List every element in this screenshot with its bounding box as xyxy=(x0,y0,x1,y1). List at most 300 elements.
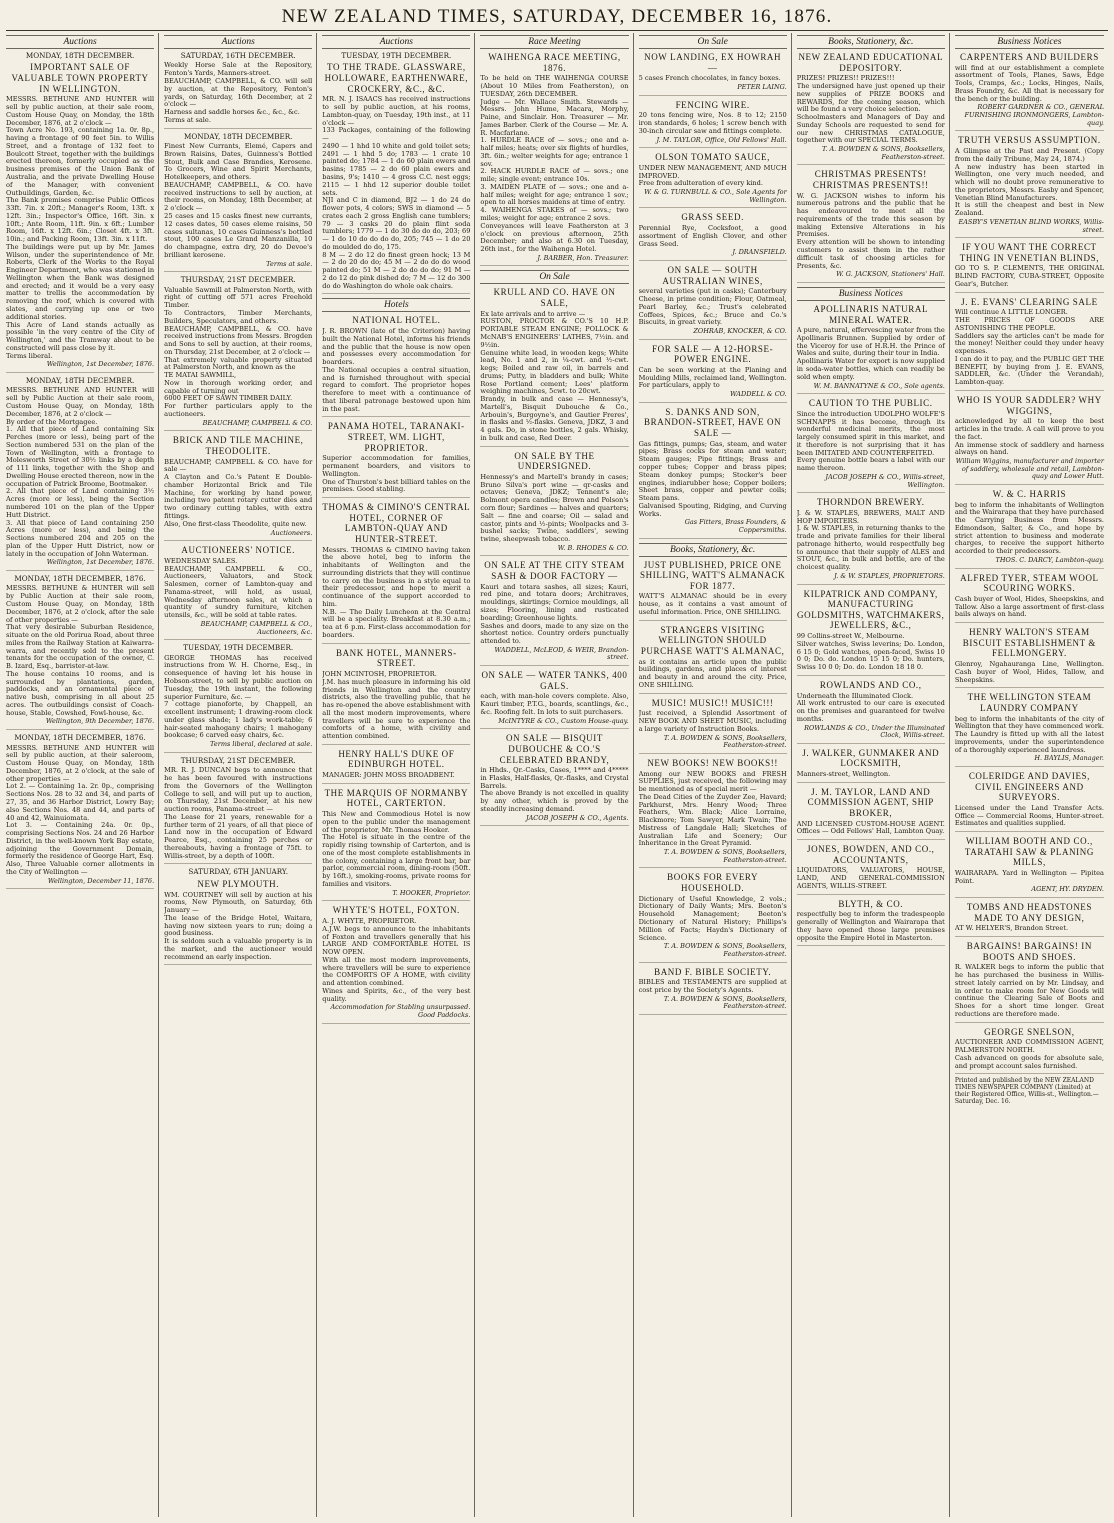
ad-paragraph: BEAUCHAMP, CAMPBELL & CO. have for sale — xyxy=(164,457,313,474)
ad-paragraph: Galvanised Spouting, Ridging, and Curving Works. xyxy=(638,501,787,518)
column-3 xyxy=(322,33,475,1517)
ad-paragraph: Kauri and totara sashes, all sizes; Kauri, red pine, and totara doors; Architraves, mouldings, skirtings; Cornice mouldings, all sizes; Flooring, lining and rusticated boarding; Greenhouse lights. xyxy=(480,582,629,622)
ad-paragraph: BEAUCHAMP, CAMPBELL, & CO. will sell by auction, at the Repository, Fenton's yards, on Saturday, 16th December, at 2 o'clock — xyxy=(164,77,313,109)
ad-paragraph: That very desirable Suburban Residence, situate on the old Porirua Road, about three miles from the Railway Station at Kaiwarra-warra, and recently sold to the present tenants for the occupation of the owner, C. B. Izard, Esq., barrister-at-law. xyxy=(6,623,155,671)
advertisement xyxy=(6,734,154,889)
ad-paragraph: GO TO S. P. CLEMENTS, THE ORIGINAL BLIND FACTORY, CUBA-STREET, Opposite Gear's, Butcher. xyxy=(954,264,1104,288)
advertisement xyxy=(955,902,1104,937)
ad-signature: W. G. JACKSON, Stationers' Hall. xyxy=(836,270,945,279)
ad-paragraph: UNDER NEW MANAGEMENT, AND MUCH IMPROVED. xyxy=(638,163,787,180)
ad-title: ROWLANDS AND CO., xyxy=(819,679,922,690)
ad-date: MONDAY, 18TH DECEMBER, 1876. xyxy=(14,573,146,583)
ad-paragraph: Lot 2. — Containing 1a. 2r. 0p., comprising Sections Nos. 28 to 32 and 34, and parts of 27, 35, and 36 Harbor District, Lowry Bay; also Sections Nos. 48 and 44, and parts of 40 and 42, Wainuiomata. xyxy=(6,782,155,822)
ad-title: W. & C. HARRIS xyxy=(992,489,1067,500)
ad-paragraph: A new industry has been started in Wellington, one very much needed, and which will no doubt prove remunerative to the proprietors, Messrs. Easby and Spencer, Venetian Blind Manufacturers. xyxy=(954,162,1104,202)
ad-paragraph: 3. MAIDEN PLATE of — sovs.; one and a-half miles; weight for age; entrance 1 sov.; open to all horses maidens at time of entry. xyxy=(480,182,629,207)
advertisement xyxy=(955,771,1104,832)
ad-signature: EASBY'S VENETIAN BLIND WORKS, Willis-street. xyxy=(958,217,1104,234)
advertisement xyxy=(6,575,154,730)
ad-title: IF YOU WANT THE CORRECT THING IN VENETIAN BLINDS, xyxy=(959,242,1100,263)
column-6 xyxy=(797,33,950,1517)
ad-title: OLSON TOMATO SAUCE, xyxy=(655,152,770,163)
ad-paragraph: GEORGE THOMAS has received instructions from W. H. Chorne, Esq., in consequence of having let his house in Hobson-street, to sell by public auction on Tuesday, the 19th instant, the following superior Furniture, &c. — xyxy=(164,653,313,701)
ad-paragraph: Hennessy's and Martell's brandy in cases; Bruno Silva's port wine — qr-casks and octaves; Geneva, JDKZ; Tennent's ale; Bolmont opera candles; Brown and Polson's corn flour; Sardines — halves and quarters; Salt — fine and coarse; Oil — salad and castor, pints and ½-pints; Woolpacks and 3-bushel sacks; Twine, saddlers', sewing twine, sheepwash tobacco. xyxy=(480,472,629,544)
ad-paragraph: N.B. — The Daily Luncheon at the Central will be a speciality. Breakfast at 8.30 a.m.; tea at 6 p.m. First-class accommodation for boarders. xyxy=(322,607,471,639)
section-heading: Race Meeting xyxy=(480,35,628,49)
advertisement xyxy=(797,844,945,895)
advertisement xyxy=(6,377,154,571)
column-4 xyxy=(480,33,633,1517)
ad-signature: H. BAYLIS, Manager. xyxy=(1034,754,1104,763)
ad-paragraph: A Clayton and Co.'s Patent E Double-chamber Horizontal Brick and Tile Machine, for working by hand power, including two patent rotary cutter dies and two ordinary cutting tables, with extra fittings. xyxy=(164,473,313,520)
ad-paragraph: 99 Collins-street W., Melbourne. xyxy=(796,632,905,641)
ad-signature: T. A. BOWDEN & SONS, Booksellers, Featherston-street. xyxy=(663,733,787,750)
ad-title: HENRY HALL'S DUKE OF EDINBURGH HOTEL. xyxy=(338,748,455,770)
ad-date: TUESDAY, 19TH DECEMBER. xyxy=(183,643,294,653)
ad-paragraph: 25 cases and 15 casks finest new currants, 12 cases dates, 50 cases eleme raisins, 50 cases sultanas, 10 cases Guinness's bottled stout, 100 cases Le Grand Manzanilla, 10 do champagne, extra dry, 20 do Devoe's brilliant kerosene. xyxy=(164,211,313,259)
ad-paragraph: A Glimpse at the Past and Present. (Copy from the daily Tribune, May 24, 1874.) xyxy=(954,147,1104,163)
ad-date: MONDAY, 18TH DECEMBER. xyxy=(25,51,135,60)
advertisement xyxy=(322,502,470,644)
ad-signature: Auctioneers. xyxy=(270,528,313,537)
advertisement xyxy=(955,692,1104,767)
ad-title: APOLLINARIS NATURAL MINERAL WATER. xyxy=(813,303,929,325)
advertisement xyxy=(797,787,945,840)
ad-signature: BEAUCHAMP, CAMPBELL & CO. xyxy=(202,418,313,427)
ad-paragraph: Every attention will be shown to intending customers to assist them in the rather difficult task of choosing articles for Presents, &c. xyxy=(796,238,945,270)
column-5 xyxy=(639,33,792,1517)
ad-paragraph: Perennial Rye, Cocksfoot, a good assortment of English Clover, and other Grass Seed. xyxy=(638,224,787,248)
ad-title: PANAMA HOTEL, TARANAKI-STREET, WM. LIGHT, PROPRIETOR. xyxy=(327,421,465,453)
ad-paragraph: Superior accommodation for families, permanent boarders, and visitors to Wellington. xyxy=(322,454,471,478)
ad-paragraph: Town Acre No. 193, containing 1a. 0r. 8p., having a frontage of 90 feet 5in. to Willis Street, and a frontage of 132 feet to Boulcott Street, together with the buildings erected thereon, formerly occupied as the business premises of the Union Bank of Australia, and the private Dwelling House of the Manager, with convenient Outbuildings, Garden, &c. xyxy=(6,126,155,197)
advertisement xyxy=(797,52,945,165)
newspaper-masthead: NEW ZEALAND TIMES, SATURDAY, DECEMBER 16, 1876. xyxy=(281,6,833,27)
column-1 xyxy=(6,33,159,1517)
ad-paragraph: A.J.W. begs to announce to the inhabitants of Foxton and travellers generally that his LARGE AND COMFORTABLE HOTEL IS NOW OPEN. xyxy=(322,924,471,957)
ad-date: SATURDAY, 16TH DECEMBER. xyxy=(180,51,296,60)
ad-paragraph: Dictionary of Useful Knowledge, 2 vols.; Dictionary of Daily Wants; Mrs. Beeton's Household Management; Beeton's Dictionary of Natural History; Phillips's Million of Facts; Haydn's Dictionary of Science. xyxy=(638,894,787,942)
ad-paragraph: each, with man-hole covers complete. Also, Kauri timber, P.T.G., boards, scantlings, &c., &c. Roofing felt. In lots to suit purchasers. xyxy=(480,692,629,716)
advertisement xyxy=(164,435,312,541)
ad-paragraph: beg to inform the inhabitants of the city of Wellington that they have commenced work. The Laundry is fitted up with all the latest improvements, under the superintendence of a thoroughly experienced laundress. xyxy=(954,714,1104,754)
ad-title: KRULL AND CO. HAVE ON SALE, xyxy=(493,287,616,309)
ad-paragraph: Cash advanced on goods for absolute sale, and prompt account sales furnished. xyxy=(954,1053,1104,1070)
ad-paragraph: Brandy, in bulk and case — Hennessy's, Martell's, Bisquit Dubouche & Co., Arbouin's, Burgoyne's, and Gautier Freres', in flasks and ½-flasks. Geneva, JDKZ, 3 and 4 gals. Do, in stone bottles, 2 gals. Whisky, in bulk and case, Red Deer. xyxy=(480,395,629,442)
ad-title: BOOKS FOR EVERY HOUSEHOLD. xyxy=(667,872,759,894)
ad-title: BAND F. BIBLE SOCIETY. xyxy=(654,966,772,977)
ad-title: TRUTH VERSUS ASSUMPTION. xyxy=(958,135,1101,146)
ad-paragraph: 2. HACK HURDLE RACE of — sovs.; one mile; single event; entrance 10s. xyxy=(480,167,629,184)
ad-signature: Wellington, 9th December, 1876. xyxy=(45,717,155,726)
ad-paragraph: The undersigned have just opened up their new supplies of PRIZE BOOKS and REWARDS, for the coming season, which will be found a very choice selection. xyxy=(796,81,945,114)
advertisement xyxy=(322,788,470,902)
ad-signature: WADDELL & CO. xyxy=(729,390,787,399)
ad-paragraph: Licensed under the Land Transfer Acts. Office — Commercial Rooms, Hunter-street. Estimates and qualities supplied. xyxy=(954,803,1104,828)
ad-paragraph: The lease of the Bridge Hotel, Waitara, having now sixteen years to run; doing a good business. xyxy=(164,913,313,938)
advertisement xyxy=(164,868,312,965)
ad-paragraph: BEAUCHAMP, CAMPBELL, & CO. have received instructions from Messrs. Brogden and Sons to sell by auction, at their rooms, on Thursday, 21st December, at 2 o'clock — xyxy=(164,324,313,356)
newspaper-columns xyxy=(6,33,1108,1517)
ad-paragraph: Lot 3. — Containing 24a. 0r. 0p., comprising Sections Nos. 24 and 26 Harbor District, in the well-known York Bay estate, adjoining the Government Domain, formerly the residence of George Hart, Esq. xyxy=(6,821,155,861)
advertisement xyxy=(955,242,1104,293)
ad-title: GRASS SEED. xyxy=(681,212,744,223)
ad-title: TOMBS AND HEADSTONES MADE TO ANY DESIGN, xyxy=(966,902,1092,923)
ad-title: ON SALE — SOUTH AUSTRALIAN WINES, xyxy=(662,264,763,286)
ad-paragraph: The house contains 10 rooms, and is surrounded by plantations, garden, paddocks, and an ornamental piece of native bush, comprising in all about 25 acres. The outbuildings consist of Coach-house, Stable, Cowshed, Fowl-house, &c. xyxy=(6,669,155,717)
advertisement xyxy=(955,489,1104,569)
ad-paragraph: NJI and C in diamond, BJ2 — 1 do 24 do flower pots, 4 colors; SWS in diamond — 5 crates each 2 gross English cane tumblers; 79 — 3 casks 20 do plain flint soda tumblers; 1779 — 1 do 30 do do do, 203; 69 — 1 do 10 do do do do, 205; 745 — 1 do 20 do moulded do do, 175. xyxy=(322,196,471,251)
ad-paragraph: AUCTIONEER AND COMMISSION AGENT, PALMERSTON NORTH. xyxy=(954,1038,1104,1055)
ad-paragraph: Finest New Currants, Elemé, Capers and Brown Raisins, Dates, Guinness's Bottled Stout, Bulk and Case Brandies, Kerosene. To Grocers, Wine and Spirit Merchants, Hotelkeepers, and others. xyxy=(164,142,313,182)
advertisement xyxy=(797,680,945,744)
ad-paragraph: Apollinaris Water for export is now supplied in soda-water bottles, which can readily be sold when empty. xyxy=(796,357,945,381)
ad-title: NEW PLYMOUTH. xyxy=(197,878,280,889)
ad-signature: T. A. BOWDEN & SONS, Booksellers, Featherston-street. xyxy=(663,994,787,1011)
advertisement xyxy=(639,152,787,208)
ad-date: THURSDAY, 21ST DECEMBER. xyxy=(180,275,296,285)
ad-date: MONDAY, 18TH DECEMBER. xyxy=(184,131,293,141)
ad-paragraph: Now in thorough working order, and capable of turning out xyxy=(164,378,313,395)
ad-paragraph: Every genuine bottle bears a label with our name thereon. xyxy=(796,456,945,473)
ad-title: ON SALE AT THE CITY STEAM SASH & DOOR FACTORY — xyxy=(484,560,625,582)
ad-paragraph: JOHN MCINTOSH, PROPRIETOR. xyxy=(322,669,437,678)
ad-title: IMPORTANT SALE OF VALUABLE TOWN PROPERTY IN WELLINGTON. xyxy=(11,62,149,94)
advertisement xyxy=(639,52,787,96)
ad-paragraph: J. & W. STAPLES, in returning thanks to the trade and private families for their liberal patronage hitherto, would respectfully beg to announce that their supply of ALES and STOUT, &c., in bulk and bottle, are of the choicest quality. xyxy=(796,524,945,572)
advertisement xyxy=(797,589,945,676)
advertisement xyxy=(797,169,945,283)
ad-signature: ROWLANDS & CO., Under the Illuminated Clock, Willis-street. xyxy=(804,723,945,740)
ad-signature: Wellington, 1st December, 1876. xyxy=(46,360,155,369)
ad-paragraph: All work entrusted to our care is executed on the premises and guaranteed for twelve months. xyxy=(796,699,945,723)
ad-signature: Terms liberal, declared at sale. xyxy=(210,740,313,749)
ad-date: MONDAY, 18TH DECEMBER. xyxy=(25,376,135,385)
advertisement xyxy=(955,836,1104,898)
ad-paragraph: Can be seen working at the Planing and Moulding Mills, reclaimed land, Wellington. For particulars, apply to xyxy=(638,365,787,390)
ad-paragraph: in Hhds., Qr.-Casks, Cases, 1**** and 4***** in Flasks, Half-flasks, Qr.-flasks, and Crystal Barrels. xyxy=(480,766,629,790)
ad-paragraph: respectfully beg to inform the tradespeople generally of Wellington and Wairarapa that they have opened those large premises opposite the Empire Hotel in Masterton. xyxy=(796,910,945,942)
advertisement xyxy=(322,315,470,417)
advertisement xyxy=(797,304,945,394)
ad-paragraph: To Contractors, Timber Merchants, Builders, Speculators, and others. xyxy=(164,309,313,325)
ad-paragraph: 6000 FEET OF SAWN TIMBER DAILY. xyxy=(164,394,293,403)
advertisement xyxy=(955,627,1104,688)
ad-signature: J. & W. STAPLES, PROPRIETORS. xyxy=(834,571,945,580)
ad-paragraph: Weekly Horse Sale at the Repository, Fenton's Yards, Manners-street. xyxy=(164,61,313,78)
ad-paragraph: Ex late arrivals and to arrive — xyxy=(480,309,586,318)
ad-signature: AGENT, HY. DRYDEN. xyxy=(1031,885,1104,894)
ad-title: ON SALE — WATER TANKS, 400 GALS. xyxy=(481,670,628,691)
advertisement xyxy=(164,276,312,431)
ad-paragraph: as it contains an article upon the public buildings, gardens, and places of interest and beauty in and around the city. Price, ONE SHILLING. xyxy=(638,657,787,689)
ad-signature: Accommodation for Stabling unsurpassed. Good Paddocks. xyxy=(330,1003,471,1020)
ad-title: S. DANKS AND SON, BRANDON-STREET, HAVE ON SALE — xyxy=(644,406,782,439)
ad-paragraph: MANAGER: JOHN MOSS BROADBENT. xyxy=(322,771,455,780)
ad-title: JONES, BOWDEN, AND CO., ACCOUNTANTS, xyxy=(806,844,935,865)
ad-paragraph: 2. All that piece of Land containing 3½ Acres (more or less), being the Section numbered 101 on the plan of the Upper Hutt District. xyxy=(6,487,155,519)
ad-title: ALFRED TYER, STEAM WOOL SCOURING WORKS. xyxy=(960,572,1099,594)
ad-paragraph: Genuine white lead, in wooden kegs; White lead, No. 1 and 2, in ¼-cwt. and ½-cwt. kegs; Boiled and raw oil, in barrels and drums; Putty, in bladders and bulk; White Rose Portland cement; Lees' platform weighing machines, 5cwt. to 20cwt. xyxy=(480,348,629,396)
advertisement xyxy=(955,395,1104,485)
ad-title: CHRISTMAS PRESENTS! CHRISTMAS PRESENTS!! xyxy=(812,169,929,191)
ad-signature: Wellington, December 11, 1876. xyxy=(47,876,155,885)
ad-paragraph: It is still the cheapest and best in New Zealand. xyxy=(954,201,1104,218)
ad-signature: J. DRANSFIELD. xyxy=(732,248,787,257)
advertisement xyxy=(639,872,787,962)
ad-paragraph: With all the most modern improvements, where travellers will be sure to experience the COMFORTS OF A HOME, with civility and attention combined. xyxy=(322,955,471,988)
advertisement xyxy=(639,560,787,621)
ad-paragraph: 7 cottage pianoforte, by Chappell, an excellent instrument; 1 drawing-room clock under glass shade; 1 lady's work-table; 6 hair-seated mahogany chairs; 1 mahogany bookcase; 6 carved easy chairs, &c. xyxy=(164,700,313,740)
ad-paragraph: 5 cases French chocolates, in fancy boxes. xyxy=(638,74,781,83)
ad-paragraph: 20 tons fencing wire, Nos. 8 to 12; 2150 iron standards, 6 holes; 1 screw bench with 30-inch circular saw and fittings complete. xyxy=(638,111,787,135)
advertisement xyxy=(639,625,787,694)
advertisement xyxy=(322,648,470,745)
printer-imprint: Printed and published by the NEW ZEALAND TIMES NEWSPAPER COMPANY (Limited) at their Registered Office, Willis-st., Wellington.—Saturday, Dec. 16. xyxy=(954,1077,1099,1106)
advertisement xyxy=(797,899,945,947)
ad-paragraph: BEAUCHAMP, CAMPBELL & CO., Auctioneers, Valuators, and Stock Salesmen, corner of Lambton-quay and Panama-street, will hold, as usual, Wednesday afternoon sales, at which a quantity of sundry furniture, kitchen utensils, &c., will be sold at table rates. xyxy=(164,564,313,620)
ad-paragraph: LIQUIDATORS, VALUATORS, HOUSE, LAND, AND GENERAL-COMMISSION AGENTS, WILLIS-STREET. xyxy=(796,866,945,890)
ad-signature: THOS. C. DARCY, Lambton-quay. xyxy=(995,555,1104,564)
ad-paragraph: MR. N. J. ISAACS has received instructions to sell by public auction, at his rooms, Lambton-quay, on Tuesday, 19th inst., at 11 o'clock — xyxy=(322,95,471,127)
section-heading: Auctions xyxy=(322,35,470,49)
section-heading: On Sale xyxy=(480,270,628,284)
ad-paragraph: Gas fittings, pumps; Gas, steam, and water pipes; Brass cocks for steam and water; Steam gauges; Pipe fittings; Brass and copper tubes; Copper and brass pipes; Steam donkey pumps; Stocker's beer engines, indiarubber hose; Copper boilers; Sheet brass, copper and pewter coils; Steam pans. xyxy=(638,439,787,503)
ad-paragraph: Free from adulteration of every kind. xyxy=(638,179,763,188)
ad-paragraph: beg to inform the inhabitants of Wellington and the Wairarapa that they have purchased the Carrying Business from Messrs. Edmondson, Salter, & Co., and hope by strict attention to business and moderate charges, to receive the support hitherto accorded to their predecessors. xyxy=(954,500,1104,556)
advertisement xyxy=(480,52,628,266)
section-heading: Books, Stationery, &c. xyxy=(797,35,945,49)
advertisement xyxy=(480,287,628,446)
advertisement xyxy=(480,560,628,666)
advertisement xyxy=(164,757,312,865)
ad-title: WHO IS YOUR SADDLER? WHY WIGGINS, xyxy=(956,395,1102,416)
ad-paragraph: A pure, natural, effervescing water from the Apollinaris Brunnen. Supplied by order of the Viceroy for use of H.R.H. the Prince of Wales and suite, during their tour in India. xyxy=(796,326,945,358)
ad-paragraph: Wines and Spirits, &c., of the very best quality. xyxy=(322,986,471,1003)
ad-date: SATURDAY, 6TH JANUARY. xyxy=(188,867,289,877)
ad-paragraph: 133 Packages, containing of the following — xyxy=(322,126,471,143)
ad-paragraph: The above Brandy is not excelled in quality by any other, which is proved by the steadily increasing demand. xyxy=(480,789,629,813)
ad-title: ON SALE — BISQUIT DUBOUCHE & CO.'S CELEBRATED BRANDY, xyxy=(499,733,610,765)
ad-paragraph: Terms liberal. xyxy=(6,351,53,360)
ad-date: TUESDAY, 19TH DECEMBER. xyxy=(341,51,452,60)
ad-signature: McINTYRE & CO., Custom House-quay. xyxy=(498,716,629,725)
advertisement xyxy=(639,758,787,869)
section-heading: Business Notices xyxy=(955,35,1104,49)
ad-paragraph: J. R. BROWN (late of the Criterion) having built the National Hotel, informs his friends and the public that the house is now open and possesses every accommodation for boarders. xyxy=(322,327,471,367)
ad-title: CAUTION TO THE PUBLIC. xyxy=(808,398,933,409)
advertisement xyxy=(639,265,787,340)
advertisement xyxy=(797,497,945,584)
ad-signature: W. B. RHODES & CO. xyxy=(557,543,629,552)
ad-title: ON SALE BY THE UNDERSIGNED. xyxy=(514,450,595,472)
advertisement xyxy=(639,212,787,261)
ad-title: J. WALKER, GUNMAKER AND LOCKSMITH, xyxy=(802,747,940,769)
ad-paragraph: BIBLES and TESTAMENTS are supplied at cost price by the Society's Agents. xyxy=(638,978,787,994)
ad-paragraph: WEDNESDAY SALES. xyxy=(164,556,238,565)
advertisement xyxy=(480,451,628,557)
advertisement xyxy=(955,1027,1104,1075)
ad-paragraph: Manners-street, Wellington. xyxy=(796,770,891,779)
ad-paragraph: The Dead Cities of the Zuyder Zee, Havard; Parkhurst, Mrs. Henry Wood; Three Feathers, Wm. Black; Alice Lorraine, Blackmore; Tom Sawyer, Mark Twain; The Mistress of Langdale Hall; Sketches of Australian Life and Scenery; Our Inheritance in the Great Pyramid. xyxy=(638,792,787,848)
ad-signature: Terms at sale. xyxy=(266,259,313,268)
ad-paragraph: It is seldom such a valuable property is in the market, and the auctioneer would recommend an early inspection. xyxy=(164,937,313,961)
ad-title: FENCING WIRE. xyxy=(675,99,750,110)
section-heading: Books, Stationery, &c. xyxy=(639,543,787,557)
ad-paragraph: Silver watches, Swiss leverins; Do. London, 6 15 0; Gold watches, open-faced, Swiss 10 0 0; Do. do. London 15 15 0; Do. hunters, Swiss 10 0 0; Do. do. London 18 18 0. xyxy=(796,639,945,672)
ad-signature: T. A. BOWDEN & SONS, Booksellers, Featherston-street. xyxy=(663,848,787,864)
ad-title: WHYTE'S HOTEL, FOXTON. xyxy=(332,905,460,916)
ad-paragraph: Cash buyer of Wool, Hides, Sheepskins, and Tallow. Also a large assortment of first-class bails always on hand. xyxy=(954,594,1104,619)
advertisement xyxy=(480,670,628,729)
ad-paragraph: The Lease for 21 years, renewable for a further term of 21 years, of all that piece of Land now in the occupation of Edward Pearce, Esq., containing 25 perches or thereabouts, having a frontage of 75ft. to Willis-street, by a depth of 100ft. xyxy=(164,812,313,860)
ad-signature: PETER LAING. xyxy=(737,82,787,91)
ad-paragraph: The Bank premises comprise Public Offices 33ft. 7in. x 20ft.; Manager's Room, 13ft. x 12ft. 3in.; Inspector's Office, 16ft. 3in. x 10ft.; Ante Room, 11ft. 9in. x 6ft.; Lumber Room, 16ft. x 12ft. 6in.; Closet 4ft. x 3ft. 10in.; and Packing Room, 13ft. 3in. x 11ft. xyxy=(6,196,155,244)
ad-paragraph: Since the introduction UDOLPHO WOLFE'S SCHNAPPS it has become, through its wonderful medicinal merits, the most largely consumed spirit in this market, and it therefore is not surprising that it has been IMITATED AND COUNTERFEITED. xyxy=(796,409,945,457)
ad-signature: T. A. BOWDEN & SONS, Booksellers, Featherston-street. xyxy=(663,942,787,958)
ad-title: THE WELLINGTON STEAM LAUNDRY COMPANY xyxy=(967,692,1092,713)
ad-title: THE MARQUIS OF NORMANBY HOTEL, CARTERTON. xyxy=(324,787,469,809)
ad-paragraph: Among our NEW BOOKS and FRESH SUPPLIES, just received, the following may be mentioned as of special merit — xyxy=(638,769,787,794)
ad-signature: Wellington, 1st December, 1876. xyxy=(46,558,155,567)
ad-paragraph: 8 M — 2 do 12 do finest green hock; 13 M — 2 do 20 do do; 45 M — 2 do do do wood painted do; 51 M — 2 do do do do; 91 M — 2 do 12 do pink dished do; 7 M — 12 do 300 do do Washington do whole oak chairs. xyxy=(322,250,471,290)
advertisement xyxy=(480,733,628,826)
ad-title: HENRY WALTON'S STEAM BISCUIT ESTABLISHMENT & FELLMONGERY. xyxy=(962,627,1097,659)
ad-title: AUCTIONEERS' NOTICE. xyxy=(181,545,296,556)
ad-paragraph: AND LICENSED CUSTOM-HOUSE AGENT. Offices — Odd Fellows' Hall, Lambton Quay. xyxy=(796,819,945,836)
ad-paragraph: AT W. HELYER'S, Brandon Street. xyxy=(954,924,1069,933)
ad-signature: T. HOOKER, Proprietor. xyxy=(392,888,471,897)
ad-paragraph: The National occupies a central situation, and is furnished throughout with special regard to comfort. The proprietor hopes therefore to meet with a continuance of that liberal patronage bestowed upon him in the past. xyxy=(322,365,471,413)
ad-title: GEORGE SNELSON, xyxy=(984,1026,1075,1037)
ad-title: NEW BOOKS! NEW BOOKS!! xyxy=(647,757,778,768)
ad-title: KILPATRICK AND COMPANY, MANUFACTURING GOLDSMITHS, WATCHMAKERS, JEWELLERS, &C., xyxy=(797,588,945,631)
ad-title: TO THE TRADE. GLASSWARE, HOLLOWARE, EARTHENWARE, CROCKERY, &C., &C. xyxy=(324,62,469,94)
advertisement xyxy=(639,967,787,1015)
ad-paragraph: MESSRS. BETHUNE AND HUNTER will sell by Public Auction at their sale room, Custom House Quay, on Monday, 18th December, 1876, at 2 o'clock — xyxy=(6,386,155,418)
ad-signature: JACOB JOSEPH & CO., Willis-street, Wellington. xyxy=(825,472,945,489)
ad-signature: Gas Fitters, Brass Founders, & Coppersmiths. xyxy=(684,518,787,534)
ad-paragraph: Valuable Sawmill at Palmerston North, with right of cutting off 571 acres Freehold Timber. xyxy=(164,285,313,310)
ad-paragraph: W. G. JACKSON wishes to inform his numerous patrons and the public that he has endeavoured to meet all the requirements of the trade this season by making Extensive Alterations in his Premises. xyxy=(796,191,945,239)
advertisement xyxy=(955,135,1104,238)
ad-title: BRICK AND TILE MACHINE, THEODOLITE. xyxy=(172,435,304,456)
ad-title: FOR SALE — A 12-HORSE-POWER ENGINE. xyxy=(652,343,774,365)
ad-signature: W. M. BANNATYNE & CO., Sole agents. xyxy=(813,381,945,390)
advertisement xyxy=(164,644,312,753)
ad-paragraph: will find at our establishment a complete assortment of Tools, Planes, Saws, Edge Tools, Cramps, &c.; Locks, Hinges, Nails, Brass Foundry, &c. All that is necessary for the bench or the building. xyxy=(954,63,1104,103)
advertisement xyxy=(322,52,470,294)
ad-paragraph: I can do it to pay, and the PUBLIC GET THE BENEFIT, by buying from J. E. EVANS, SADDLER, &c. (Under the Verandah), Lambton-quay. xyxy=(954,354,1104,387)
ad-paragraph: several varieties (put in casks); Canterbury Cheese, in prime condition; Flour, Oatmeal, Pearl Barley, &c.; Trust's celebrated Coffees, Spices, &c.; Bruce and Co.'s Biscuits, in great variety. xyxy=(638,287,787,327)
ad-signature: JACOB JOSEPH & CO., Agents. xyxy=(526,813,629,822)
ad-title: JUST PUBLISHED, PRICE ONE SHILLING, WATT'S ALMANACK FOR 1877. xyxy=(640,559,786,591)
ad-paragraph: PRIZES! PRIZES!! PRIZES!!! xyxy=(796,74,895,83)
ad-signature: ZOHRAB, KNOCKER, & CO. xyxy=(693,327,787,336)
advertisement xyxy=(955,297,1104,391)
ad-title: WAIHENGA RACE MEETING, 1876. xyxy=(488,52,621,73)
ad-paragraph: A. J. WHYTE, PROPRIETOR. xyxy=(322,917,417,925)
advertisement xyxy=(955,52,1104,131)
ad-date: THURSDAY, 21ST DECEMBER. xyxy=(180,755,296,765)
ad-paragraph: MESSRS. BETHUNE & HUNTER will sell by Public Auction at their sale room, Custom House Quay, on Monday, 18th December, 1876, at 2 o'clock, after the sale of other properties — xyxy=(6,584,155,624)
ad-paragraph: Sashes and doors, made to any size on the shortest notice. Country orders punctually attended to. xyxy=(480,621,629,646)
ad-paragraph: Glenroy, Ngahauranga Line, Wellington. Cash buyer of Wool, Hides, Tallow, and Sheepskins. xyxy=(954,659,1104,684)
ad-title: MUSIC! MUSIC!! MUSIC!!! xyxy=(651,697,774,708)
advertisement xyxy=(164,52,312,129)
ad-paragraph: An immense stock of saddlery and harness always on hand. xyxy=(954,440,1104,457)
ad-paragraph: Also, One first-class Theodolite, quite new. xyxy=(164,519,307,528)
ad-paragraph: This New and Commodious Hotel is now open to the public under the management of the proprietor, Mr. Thomas Hooker. xyxy=(322,810,471,834)
section-heading: On Sale xyxy=(639,35,787,49)
ad-signature: J. M. TAYLOR, Office, Old Fellows' Hall. xyxy=(656,135,787,144)
ad-title: J. E. EVANS' CLEARING SALE xyxy=(961,296,1098,307)
ad-paragraph: Judge — Mr. Wallace Smith. Stewards — Messrs. John Hume, Macara, Morphy, Paine, and Sinclair. Hon. Treasurer — Mr. James Barber. Clerk of the Course — Mr. A. R. Macfarlane. xyxy=(480,97,629,137)
ad-title: WILLIAM BOOTH AND CO., TARATAHI SAW & PLANING MILLS, xyxy=(964,836,1094,868)
ad-paragraph: Conveyances will leave Featherston at 3 o'clock on previous afternoon, 25th December; and also at 6.30 on Tuesday, 26th inst., for the Waihenga Hotel. xyxy=(480,221,629,254)
ad-paragraph: RUSTON, PROCTOR & CO.'S 10 H.P. PORTABLE STEAM ENGINE; POLLOCK & McNAB'S ENGINEERS' LATHES, 7½in. and 9½in. xyxy=(480,317,629,349)
ad-paragraph: Just received, a Splendid Assortment of NEW BOOK AND SHEET MUSIC, including a large variety of Instruction Books. xyxy=(638,709,787,733)
ad-paragraph: 2490 — 1 hhd 10 white and gold toilet sets; 2491 — 1 hhd 5 do; 1783 — 1 crate 10 painted do; 1784 — 1 do 60 plain ewers and basins; 1785 — 2 do 60 plain ewers and basins, 9's; 1410 — 4 gross C.C. nest eggs; 2115 — 1 hhd 12 superior double toilet sets. xyxy=(322,141,471,197)
ad-title: J. M. TAYLOR, LAND AND COMMISSION AGENT, SHIP BROKER, xyxy=(807,786,934,819)
ad-title: THORNDON BREWERY. xyxy=(817,497,925,508)
ad-paragraph: One of Thurston's best billiard tables on the premises. Good stabling. xyxy=(322,477,471,494)
ad-paragraph: By order of the Mortgagee. xyxy=(6,417,98,426)
ad-title: COLERIDGE AND DAVIES, CIVIL ENGINEERS AND SURVEYORS. xyxy=(968,770,1090,803)
ad-title: NEW ZEALAND EDUCATIONAL DEPOSITORY. xyxy=(798,52,944,73)
ad-paragraph: TE MATAI SAWMILL, xyxy=(164,371,237,380)
ad-paragraph: Will continue A LITTLE LONGER. xyxy=(954,308,1068,317)
advertisement xyxy=(797,748,945,783)
ad-paragraph: Also, Three Valuable corner allotments in the City of Wellington — xyxy=(6,860,155,876)
ad-paragraph: 3. All that piece of Land containing 250 Acres (more or less), and being the Sections numbered 204 and 205 on the plan of the Upper Hutt District, now or lately in the occupation of John Waterman. xyxy=(6,518,155,558)
advertisement xyxy=(322,749,470,784)
ad-paragraph: This Acre of Land stands actually as possible 'in the very centre of the City of Wellington,' and the Tramway about to be constructed will pass close by it. xyxy=(6,320,155,352)
ad-signature: J. BARBER, Hon. Treasurer. xyxy=(537,253,629,262)
ad-paragraph: R. WALKER begs to inform the public that he has purchased the business in Willis-street lately carried on by Mr. Lindsay, and in order to make room for New Goods will continue the Clearing Sale of Boots and Shoes for a short time longer. Great reductions are therefore made. xyxy=(954,963,1104,1018)
ad-paragraph: The Hotel is situate in the centre of the rapidly rising township of Carterton, and is one of the most complete establishments in the colony, containing a large front bar, bar parlor, commercial room, dining-room (50ft. by 16ft.), smoking-rooms, private rooms for families and visitors. xyxy=(322,833,471,888)
ad-title: BLYTH, & CO. xyxy=(838,898,904,909)
ad-title: NATIONAL HOTEL. xyxy=(352,315,441,326)
advertisement xyxy=(6,52,154,373)
ad-signature: W. & G. TURNBULL & CO., Sole Agents for Wellington. xyxy=(644,188,787,204)
ad-paragraph: Terms at sale. xyxy=(164,115,211,124)
advertisement xyxy=(164,545,312,640)
advertisement xyxy=(322,905,470,1023)
ad-paragraph: THE PRICES OF GOODS ARE ASTONISHING THE PEOPLE. xyxy=(954,316,1104,332)
ad-date: MONDAY, 18TH DECEMBER, 1876. xyxy=(14,733,146,743)
advertisement xyxy=(639,698,787,754)
section-heading: Auctions xyxy=(164,35,312,49)
advertisement xyxy=(797,398,945,493)
ad-paragraph: Saddlers say the articles can't be made for the money! Neither could they under heavy expenses. xyxy=(954,331,1104,356)
ad-paragraph: acknowledged by all to keep the best articles in the trade. A call will prove to you the fact. xyxy=(954,417,1104,441)
section-heading: Business Notices xyxy=(797,287,945,301)
section-heading: Auctions xyxy=(6,35,154,49)
advertisement xyxy=(164,133,312,273)
column-7 xyxy=(955,33,1108,1517)
advertisement xyxy=(322,421,470,498)
ad-paragraph: WM. COURTNEY will sell by auction at his rooms, New Plymouth, on Saturday, 6th January — xyxy=(164,890,313,915)
masthead-rule xyxy=(6,30,1108,31)
ad-paragraph: 1. All that piece of Land containing Six Perches (more or less), being part of the Section numbered 531 on the plan of the Town of Wellington, with a frontage to Molesworth Street of 30½ links by a depth of 111 links, together with the Shop and Dwelling House erected thereon, now in the occupation of Patrick Broome, Bootmaker. xyxy=(6,425,155,488)
ad-signature: WADDELL, McLEOD, & WEIR, Brandon-street. xyxy=(494,645,629,662)
ad-title: STRANGERS VISITING WELLINGTON SHOULD PURCHASE WATT'S ALMANAC, xyxy=(640,624,785,656)
ad-paragraph: Underneath the Illuminated Clock. xyxy=(796,691,914,700)
column-2 xyxy=(164,33,317,1517)
ad-paragraph: Schoolmasters and Managers of Day and Sunday Schools are requested to send for our new CHRISTMAS CATALOGUE, together with our SPECIAL TERMS. xyxy=(796,113,945,145)
ad-paragraph: 4. WAIHENGA STAKES of — sovs.; two miles; weight for age; entrance 2 sovs. xyxy=(480,206,629,222)
